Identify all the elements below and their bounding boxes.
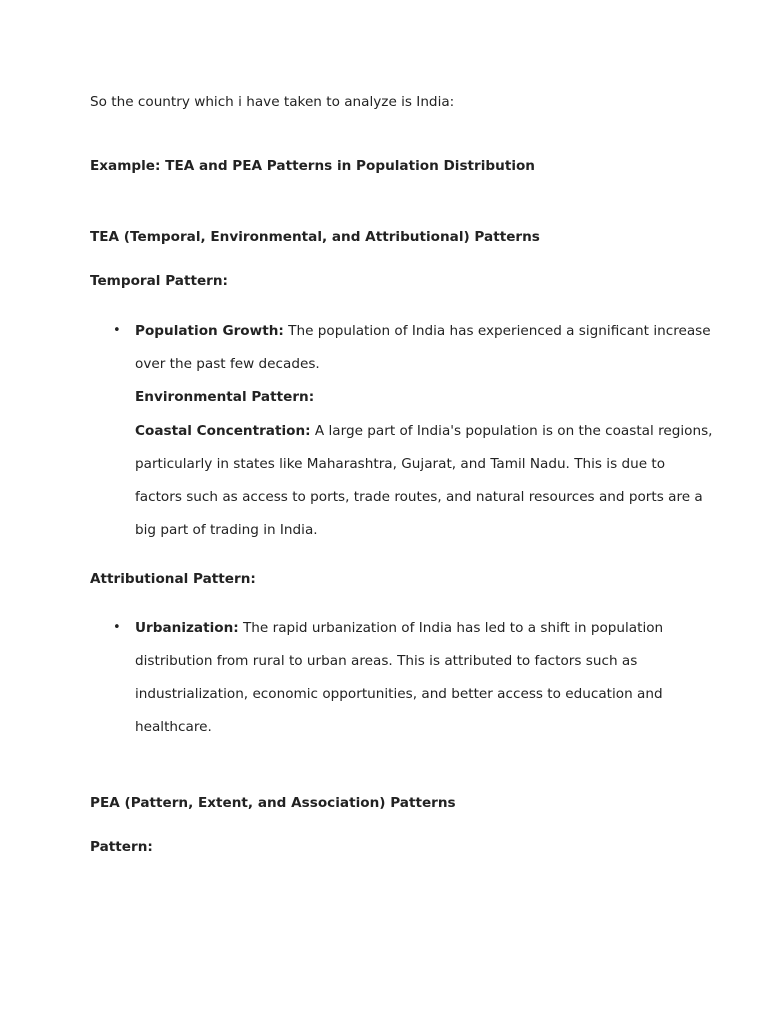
population-growth-text-1: The population of India has experienced a significant increase	[283, 323, 711, 339]
pattern-heading: Pattern:	[90, 839, 153, 855]
population-growth-term: Population Growth:	[135, 323, 284, 339]
urbanization-line-1	[135, 620, 680, 636]
attributional-heading: Attributional Pattern:	[90, 571, 256, 587]
coastal-line-1	[135, 423, 713, 439]
urbanization-text-1: The rapid urbanization of India has led to a shift in population	[238, 620, 664, 636]
coastal-text-1: A large part of India's population is on the coastal regions,	[310, 423, 713, 439]
coastal-term: Coastal Concentration:	[135, 423, 311, 439]
bullet-icon: •	[113, 620, 121, 635]
coastal-line-4: big part of trading in India.	[135, 522, 318, 538]
coastal-line-2: particularly in states like Maharashtra, Gujarat, and Tamil Nadu. This is due to	[135, 456, 666, 472]
coastal-line-3: factors such as access to ports, trade routes, and natural resources and ports are a	[135, 489, 703, 505]
urbanization-line-3: industrialization, economic opportunities, and better access to education and	[135, 686, 663, 702]
pea-heading: PEA (Pattern, Extent, and Association) Patterns	[90, 795, 456, 811]
population-growth-line-2: over the past few decades.	[135, 356, 320, 372]
environmental-heading: Environmental Pattern:	[135, 389, 315, 405]
urbanization-line-2: distribution from rural to urban areas. This is attributed to factors such as	[135, 653, 638, 669]
example-heading: Example: TEA and PEA Patterns in Population Distribution	[90, 158, 535, 174]
population-growth-line-1	[135, 323, 711, 339]
urbanization-term: Urbanization:	[135, 620, 239, 636]
urbanization-line-4: healthcare.	[135, 719, 212, 735]
bullet-icon: •	[113, 323, 121, 338]
tea-heading: TEA (Temporal, Environmental, and Attributional) Patterns	[90, 229, 540, 245]
intro-text: So the country which i have taken to analyze is India:	[90, 94, 455, 110]
temporal-heading: Temporal Pattern:	[90, 273, 228, 289]
